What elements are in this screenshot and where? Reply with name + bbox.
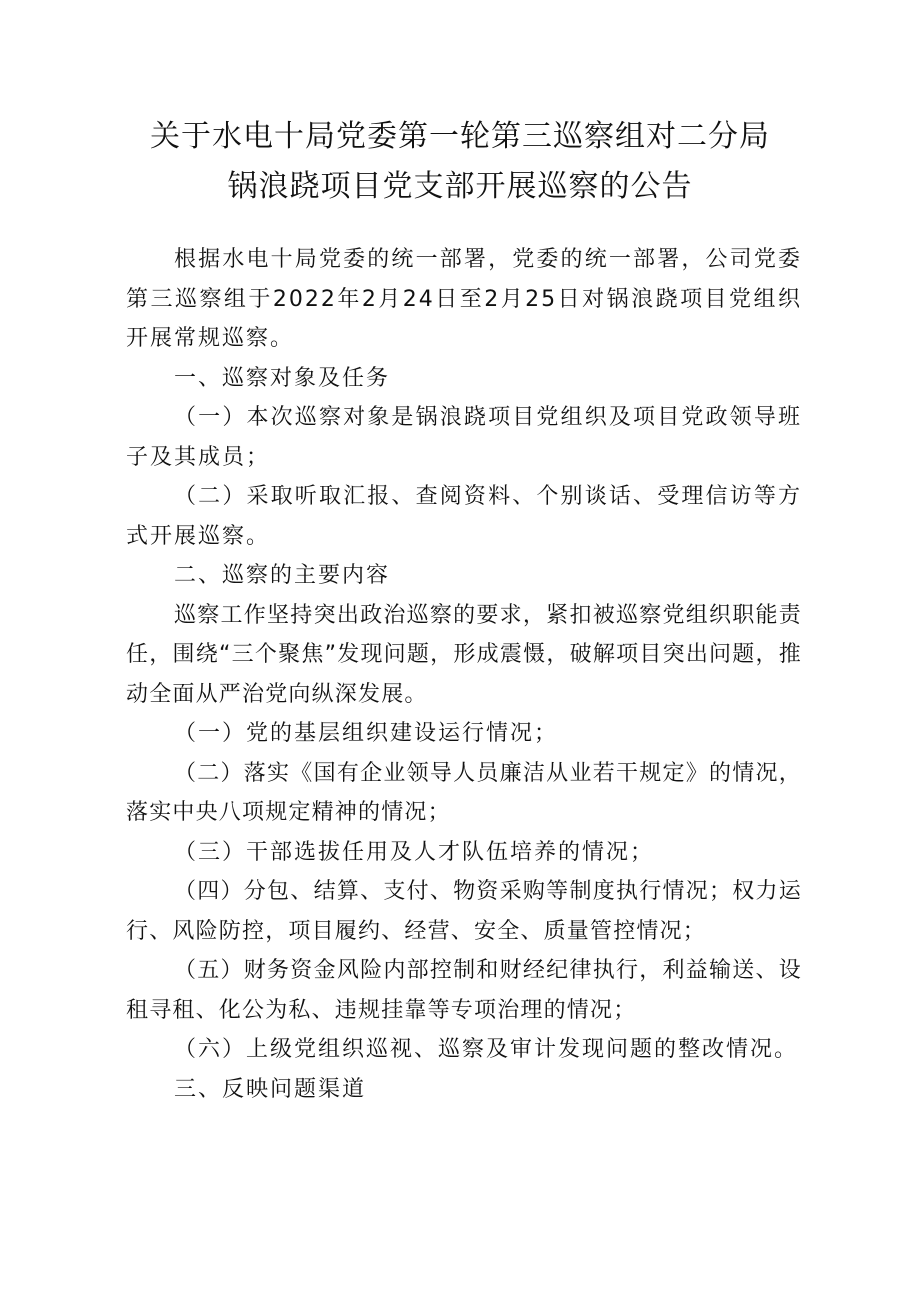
list-item-1-1: （一）本次巡察对象是锅浪跷项目党组织及项目党政领导班子及其成员； xyxy=(126,405,802,470)
section-2-paragraph: 巡察工作坚持突出政治巡察的要求，紧扣被巡察党组织职能责任，围绕“三个聚焦”发现问题，形成震慑，破解项目突出问题，推动全面从严治党向纵深发展。 xyxy=(126,602,802,707)
document-title xyxy=(0,112,920,212)
title-line-2: 锅浪跷项目党支部开展巡察的公告 xyxy=(227,169,693,204)
section-heading-1: 一、巡察对象及任务 xyxy=(174,365,391,391)
list-item-2-1: （一）党的基层组织建设运行情况； xyxy=(174,721,559,746)
section-heading-2: 二、巡察的主要内容 xyxy=(174,563,391,588)
title-line-1: 关于水电十局党委第一轮第三巡察组对二分局 xyxy=(150,119,770,154)
list-item-2-5: （五）财务资金风险内部控制和财经纪律执行，利益输送、设租寻租、化公为私、违规挂靠等专项治理的情况； xyxy=(126,958,802,1023)
list-item-2-6: （六）上级党组织巡视、巡察及审计发现问题的整改情况。 xyxy=(174,1037,799,1062)
intro-paragraph: 根据水电十局党委的统一部署，党委的统一部署，公司党委第三巡察组于2022年2月24日至2月25日对锅浪跷项目党组织开展常规巡察。 xyxy=(126,247,802,351)
document-body xyxy=(126,240,802,1109)
list-item-2-2: （二）落实《国有企业领导人员廉洁从业若干规定》的情况，落实中央八项规定精神的情况； xyxy=(126,760,802,825)
section-heading-3: 三、反映问题渠道 xyxy=(174,1076,367,1102)
list-item-1-2: （二）采取听取汇报、查阅资料、个别谈话、受理信访等方式开展巡察。 xyxy=(126,484,802,549)
list-item-2-3: （三）干部选拔任用及人才队伍培养的情况； xyxy=(174,839,655,865)
list-item-2-4: （四）分包、结算、支付、物资采购等制度执行情况；权力运行、风险防控，项目履约、经营、安全、质量管控情况； xyxy=(126,879,802,944)
